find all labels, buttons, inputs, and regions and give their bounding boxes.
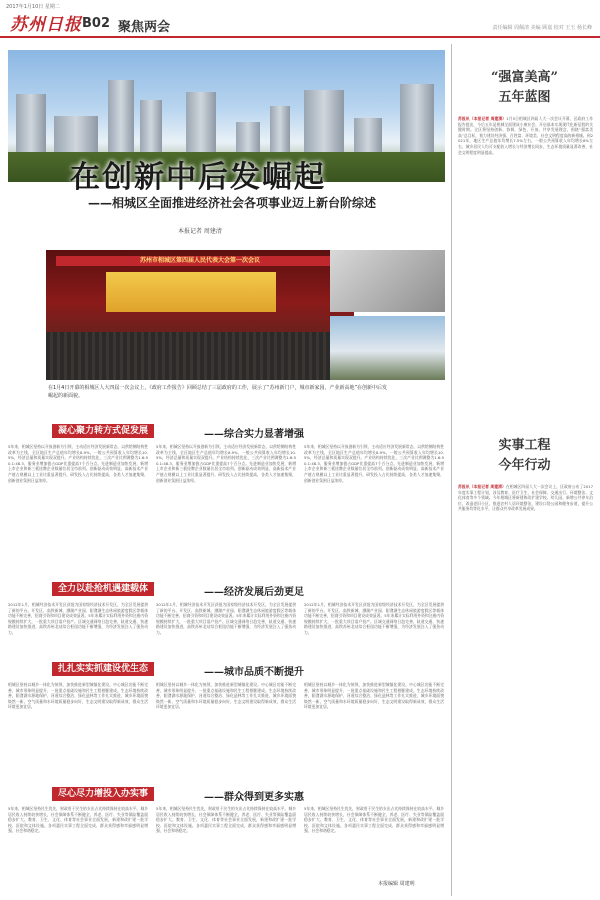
newspaper-logo: 苏州日报 xyxy=(10,15,82,35)
section-tag: 尽心尽力增投入办实事 xyxy=(52,787,154,801)
section-subtitle: ——综合实力显著增强 xyxy=(204,429,304,440)
campus-photo xyxy=(330,316,445,380)
side-article-1 xyxy=(458,116,593,416)
body-text: 相城区坚持以城乡一体化为统领，加快推进新型城镇化建设。中心城区功能不断完善，城市形象明显提升，一批重点基础设施和民生工程相继建成。生态环境持续改善，阳澄湖水源地保护、河道综合整治、绿化造林等工作扎实推进，城乡环境面貌焕然一新，空气质量和水环境质量稳步向好，生态文明建设取得新成效，群众生活环境更加宜居。 xyxy=(156,682,296,710)
section-header-3 xyxy=(8,662,445,676)
masthead xyxy=(0,0,600,38)
section-body-3 xyxy=(8,682,445,782)
side-headline-1a: “强富美高” xyxy=(491,70,558,85)
side-body: 1月5日相城区四届人大一次会议开幕，区政府工作报告提出，今后五年是相城全面建成小康社会、开启基本实现现代化新征程的关键时期。全区将坚持创新、协调、绿色、开放、共享发展理念，围绕“强富美高”总目标，着力建设经济强、百姓富、环境美、社会文明程度高的新相城。到2021年，地区生产总值年均增长7.5%左右，一般公共预算收入年均增长6%左右，城乡居民人均可支配收入增长与经济增长同步，生态环境质量显著改善，社会文明程度明显提高。 xyxy=(458,116,593,155)
side-headline-2a: 实事工程 xyxy=(498,438,551,453)
body-text: 5年来，相城区坚持民生优先，财政用于民生的支出占比持续保持在较高水平。城乡居民收入持续较快增长，社会保障体系不断健全，养老、医疗、失业等保险覆盖面稳步扩大。教育、卫生、文化、体育等社会事业全面发展，新建和改扩建一批学校、医院和文体设施。各项惠民实事工程全面完成，群众获得感和幸福感明显增强，社会和谐稳定。 xyxy=(8,806,148,834)
side-article-2 xyxy=(458,484,593,889)
byline: 本报记者 周建清 xyxy=(178,228,222,235)
section-tag: 凝心聚力转方式促发展 xyxy=(52,424,154,438)
main-headline: 在创新中后发崛起 xyxy=(70,160,326,195)
body-text: 2012年1月，相城经济技术开发区获批为国家级经济技术开发区，为全区发展提供了新的平台。开发区、高铁新城、漕湖产业园、阳澄湖生态休闲旅游度假区等载体功能不断完善，招商引资和项目建设成效显著。5年来累计实际利用外资和注册内资规模持续扩大，一批重大项目落户投产。区域交通网络日趋完善，轨道交通、快速路建设加快推进，高铁苏州北站综合枢纽功能不断增强，为经济发展注入了强劲动力。 xyxy=(304,602,444,635)
section-name: 聚焦两会 xyxy=(118,20,171,35)
section-header-4 xyxy=(8,787,445,801)
body-text: 5年来，相城区坚持民生优先，财政用于民生的支出占比持续保持在较高水平。城乡居民收入持续较快增长，社会保障体系不断健全，养老、医疗、失业等保险覆盖面稳步扩大。教育、卫生、文化、体育等社会事业全面发展，新建和改扩建一批学校、医院和文体设施。各项惠民实事工程全面完成，群众获得感和幸福感明显增强，社会和谐稳定。 xyxy=(156,806,296,834)
section-header-1 xyxy=(8,424,445,438)
date-line: 2017年1月10日 星期二 xyxy=(6,4,60,10)
side-headline-1b: 五年蓝图 xyxy=(498,90,551,105)
section-subtitle: ——群众得到更多实惠 xyxy=(204,792,304,803)
section-header-2 xyxy=(8,582,445,596)
stage-banner: 苏州市相城区第四届人民代表大会第一次会议 xyxy=(56,256,344,266)
sub-headline: ——相城区全面推进经济社会各项事业迈上新台阶综述 xyxy=(88,196,377,210)
section-tag: 扎扎实实抓建设优生态 xyxy=(52,662,154,676)
body-text: 相城区坚持以城乡一体化为统领，加快推进新型城镇化建设。中心城区功能不断完善，城市形象明显提升，一批重点基础设施和民生工程相继建成。生态环境持续改善，阳澄湖水源地保护、河道综合整治、绿化造林等工作扎实推进，城乡环境面貌焕然一新，空气质量和水环境质量稳步向好，生态文明建设取得新成效，群众生活环境更加宜居。 xyxy=(8,682,148,710)
side-column xyxy=(451,44,596,896)
factory-photo xyxy=(330,250,445,312)
page-number: B02 xyxy=(82,16,110,31)
side-lead: 苏报讯（本报记者 周建清） xyxy=(458,116,507,121)
conference-photo xyxy=(46,250,354,380)
body-text: 2012年1月，相城经济技术开发区获批为国家级经济技术开发区，为全区发展提供了新的平台。开发区、高铁新城、漕湖产业园、阳澄湖生态休闲旅游度假区等载体功能不断完善，招商引资和项目建设成效显著。5年来累计实际利用外资和注册内资规模持续扩大，一批重大项目落户投产。区域交通网络日趋完善，轨道交通、快速路建设加快推进，高铁苏州北站综合枢纽功能不断增强，为经济发展注入了强劲动力。 xyxy=(8,602,148,635)
body-text: 相城区坚持以城乡一体化为统领，加快推进新型城镇化建设。中心城区功能不断完善，城市形象明显提升，一批重点基础设施和民生工程相继建成。生态环境持续改善，阳澄湖水源地保护、河道综合整治、绿化造林等工作扎实推进，城乡环境面貌焕然一新，空气质量和水环境质量稳步向好，生态文明建设取得新成效，群众生活环境更加宜居。 xyxy=(304,682,444,710)
body-text: 5年来，相城区坚持民生优先，财政用于民生的支出占比持续保持在较高水平。城乡居民收入持续较快增长，社会保障体系不断健全，养老、医疗、失业等保险覆盖面稳步扩大。教育、卫生、文化、体育等社会事业全面发展，新建和改扩建一批学校、医院和文体设施。各项惠民实事工程全面完成，群众获得感和幸福感明显增强，社会和谐稳定。 xyxy=(304,806,444,834)
reporter-credit: 本报编辑 周建明 xyxy=(378,881,415,887)
editor-credits: 责任编辑 周佩清 美编 顾嘉 校对 王玉 杨长峰 xyxy=(492,25,592,31)
side-lead: 苏报讯（本报记者 周建清） xyxy=(458,484,506,489)
side-headline-2b: 今年行动 xyxy=(498,458,551,473)
section-body-1 xyxy=(8,444,445,574)
main-article xyxy=(8,44,445,896)
body-text: 5年来，相城区坚持以开放创新为引领，主动适应经济发展新常态，以供给侧结构性改革为主线，全区地区生产总值年均增长8.9%，一般公共预算收入年均增长10.5%，经济总量和质量实现双提升。产业结构持续优化，三次产业比例调整为1.6:50.1:48.3，服务业增加值占GDP比重提高7个百分点。先进制造业加快发展，新增上市企业和新三板挂牌企业数量位居全市前列。创新驱动成效明显，高新技术产业产值占规模以上工业比重显著提升，研发投入占比持续提高，各类人才加速集聚，创新创业氛围日益浓厚。 xyxy=(304,444,444,483)
section-body-4 xyxy=(8,806,445,876)
side-body: 在相城区四届人大一次会议上，区政府公布了2017年度实事工程计划，涉及教育、医疗卫生、社会保障、交通出行、环境整治、文化体育等多个领域。今年相城区将新建和改扩建学校、幼儿园，新增公共停车泊位，改造老旧小区，推进农村人居环境整治，建设口袋公园和健身步道，提升公共服务均等化水平，让群众共享改革发展成果。 xyxy=(458,484,593,512)
photo-caption: 在1月4日开幕的相城区人大四届一次会议上，《政府工作报告》回顾总结了三届政府的工作，展示了“苏州新门户，城市新家园，产业新高地”在创新中后发崛起的新面貌。 xyxy=(48,385,388,399)
section-tag: 全力以赴抢机遇建载体 xyxy=(52,582,154,596)
body-text: 2012年1月，相城经济技术开发区获批为国家级经济技术开发区，为全区发展提供了新的平台。开发区、高铁新城、漕湖产业园、阳澄湖生态休闲旅游度假区等载体功能不断完善，招商引资和项目建设成效显著。5年来累计实际利用外资和注册内资规模持续扩大，一批重大项目落户投产。区域交通网络日趋完善，轨道交通、快速路建设加快推进，高铁苏州北站综合枢纽功能不断增强，为经济发展注入了强劲动力。 xyxy=(156,602,296,635)
body-text: 5年来，相城区坚持以开放创新为引领，主动适应经济发展新常态，以供给侧结构性改革为主线，全区地区生产总值年均增长8.9%，一般公共预算收入年均增长10.5%，经济总量和质量实现双提升。产业结构持续优化，三次产业比例调整为1.6:50.1:48.3，服务业增加值占GDP比重提高7个百分点。先进制造业加快发展，新增上市企业和新三板挂牌企业数量位居全市前列。创新驱动成效明显，高新技术产业产值占规模以上工业比重显著提升，研发投入占比持续提高，各类人才加速集聚，创新创业氛围日益浓厚。 xyxy=(156,444,296,483)
section-subtitle: ——城市品质不断提升 xyxy=(204,667,304,678)
section-subtitle: ——经济发展后劲更足 xyxy=(204,587,304,598)
body-text: 5年来，相城区坚持以开放创新为引领，主动适应经济发展新常态，以供给侧结构性改革为主线，全区地区生产总值年均增长8.9%，一般公共预算收入年均增长10.5%，经济总量和质量实现双提升。产业结构持续优化，三次产业比例调整为1.6:50.1:48.3，服务业增加值占GDP比重提高7个百分点。先进制造业加快发展，新增上市企业和新三板挂牌企业数量位居全市前列。创新驱动成效明显，高新技术产业产值占规模以上工业比重显著提升，研发投入占比持续提高，各类人才加速集聚，创新创业氛围日益浓厚。 xyxy=(8,444,148,483)
